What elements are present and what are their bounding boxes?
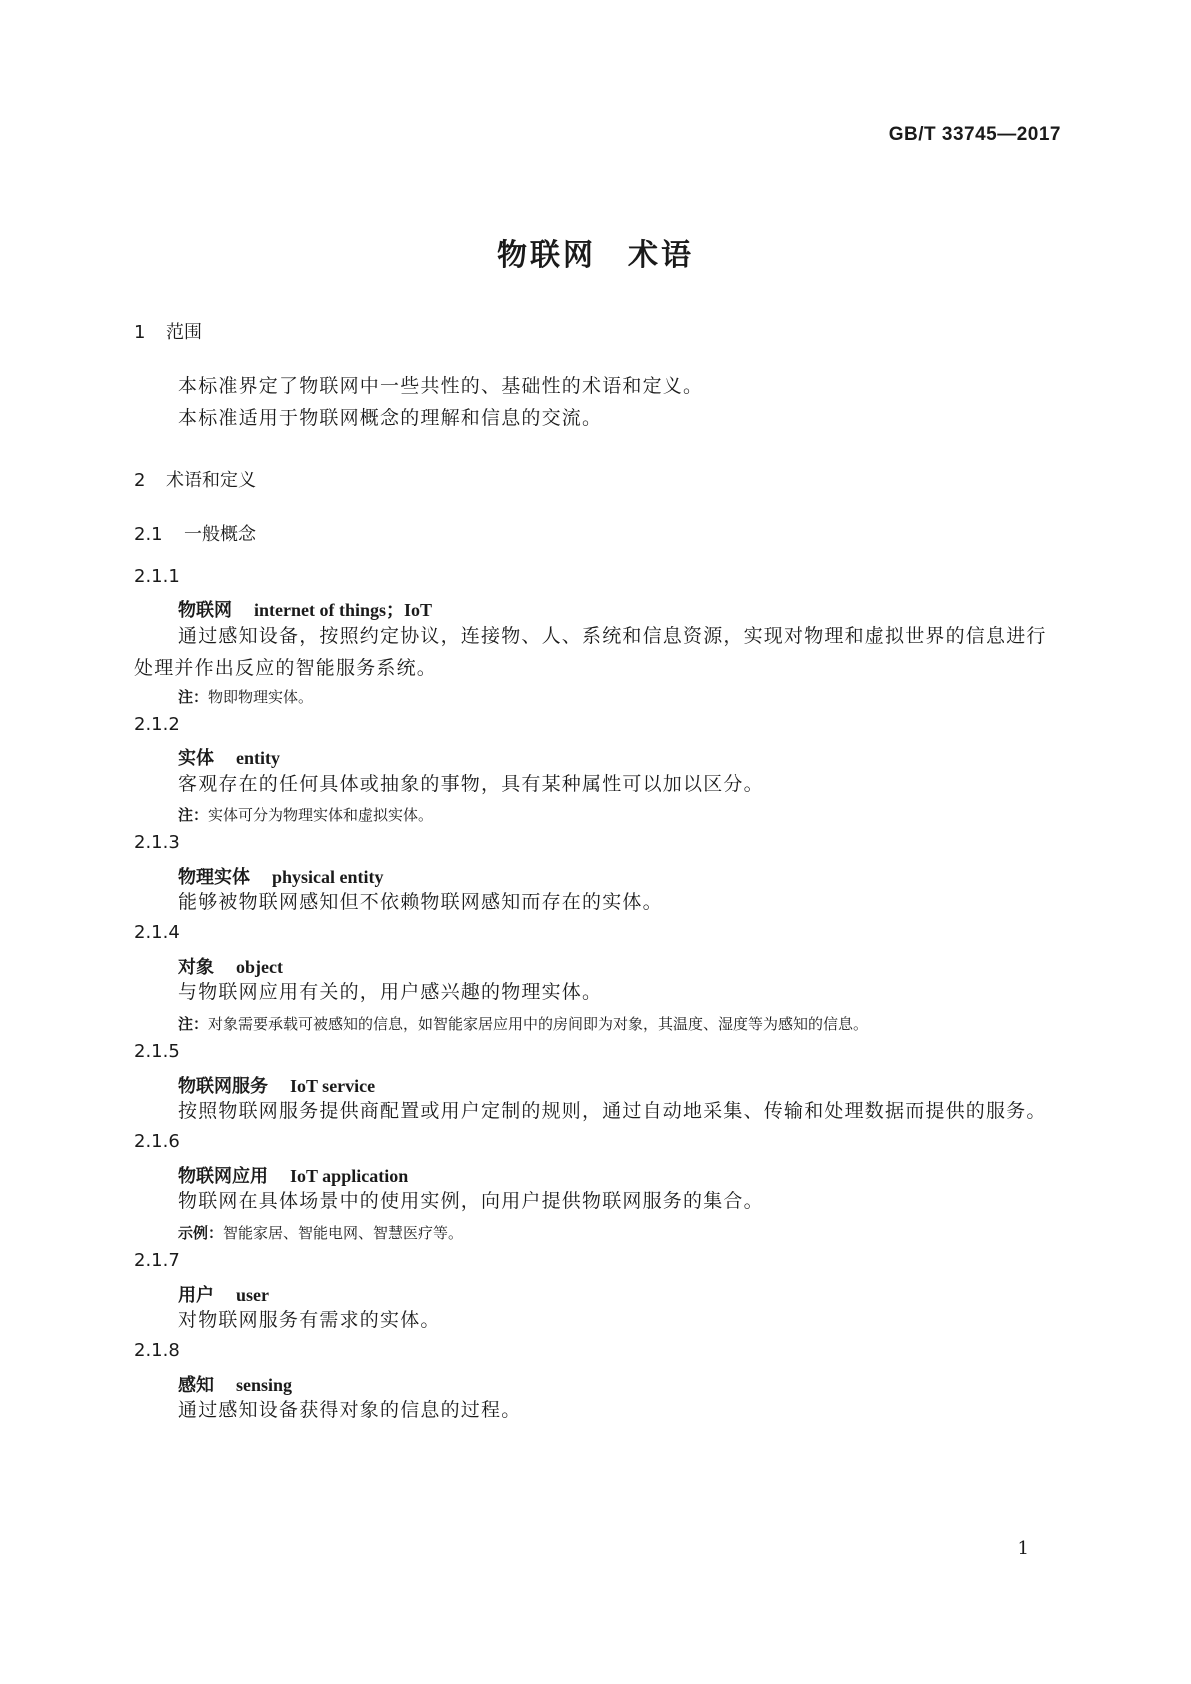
subsection-number: 2.1 bbox=[134, 524, 163, 545]
term-english: sensing bbox=[236, 1375, 293, 1395]
subsection-title: 一般概念 bbox=[184, 524, 256, 545]
term-english: object bbox=[236, 957, 283, 977]
term-english: physical entity bbox=[272, 867, 384, 887]
term-chinese: 物理实体 bbox=[178, 867, 250, 888]
scope-paragraph-1: 本标准界定了物联网中一些共性的、基础性的术语和定义。 bbox=[178, 375, 704, 397]
term-number: 2.1.5 bbox=[134, 1041, 180, 1062]
term-example bbox=[178, 1222, 463, 1243]
section-1-heading bbox=[134, 318, 202, 344]
term-chinese: 物联网 bbox=[178, 600, 232, 621]
term-chinese: 实体 bbox=[178, 748, 214, 769]
term-english: internet of things；IoT bbox=[254, 600, 433, 620]
term-number: 2.1.2 bbox=[134, 714, 180, 735]
term-heading bbox=[178, 744, 280, 770]
section-2-heading bbox=[134, 466, 256, 492]
note-label: 注： bbox=[178, 1015, 209, 1033]
term-note bbox=[178, 804, 433, 825]
term-number: 2.1.4 bbox=[134, 922, 180, 943]
section-title: 范围 bbox=[166, 322, 202, 343]
note-label: 注： bbox=[178, 688, 209, 706]
example-text: 智能家居、智能电网、智慧医疗等。 bbox=[223, 1224, 464, 1242]
term-definition: 对物联网服务有需求的实体。 bbox=[178, 1309, 441, 1331]
term-definition: 能够被物联网感知但不依赖物联网感知而存在的实体。 bbox=[178, 891, 663, 913]
term-note bbox=[178, 1013, 868, 1034]
term-number: 2.1.1 bbox=[134, 566, 180, 587]
document-title bbox=[0, 230, 1191, 274]
term-number: 2.1.8 bbox=[134, 1340, 180, 1361]
term-english: IoT service bbox=[290, 1076, 376, 1096]
scope-paragraph-2: 本标准适用于物联网概念的理解和信息的交流。 bbox=[178, 407, 603, 429]
term-chinese: 对象 bbox=[178, 957, 214, 978]
term-english: user bbox=[236, 1285, 269, 1305]
note-text: 对象需要承载可被感知的信息，如智能家居应用中的房间即为对象，其温度、湿度等为感知的信息。 bbox=[208, 1015, 869, 1033]
term-definition: 客观存在的任何具体或抽象的事物，具有某种属性可以加以区分。 bbox=[178, 773, 764, 795]
term-chinese: 物联网服务 bbox=[178, 1076, 268, 1097]
term-note bbox=[178, 686, 313, 707]
term-english: entity bbox=[236, 748, 280, 768]
term-definition: 通过感知设备，按照约定协议，连接物、人、系统和信息资源，实现对物理和虚拟世界的信息进行处理并作出反应的智能服务系统。 bbox=[134, 625, 1047, 679]
term-english: IoT application bbox=[290, 1166, 409, 1186]
example-label: 示例： bbox=[178, 1224, 224, 1242]
term-definition: 通过感知设备获得对象的信息的过程。 bbox=[178, 1399, 522, 1421]
page-number: 1 bbox=[1017, 1538, 1029, 1559]
term-chinese: 感知 bbox=[178, 1375, 214, 1396]
term-number: 2.1.6 bbox=[134, 1131, 180, 1152]
title-part-1: 物联网 bbox=[497, 238, 596, 273]
term-number: 2.1.3 bbox=[134, 832, 180, 853]
note-label: 注： bbox=[178, 806, 209, 824]
section-number: 2 bbox=[134, 470, 146, 491]
term-chinese: 用户 bbox=[178, 1285, 214, 1306]
term-definition: 与物联网应用有关的，用户感兴趣的物理实体。 bbox=[178, 981, 603, 1003]
note-text: 物即物理实体。 bbox=[208, 688, 314, 706]
subsection-heading bbox=[134, 520, 256, 546]
term-heading bbox=[178, 596, 432, 622]
section-title: 术语和定义 bbox=[166, 470, 256, 491]
term-definition: 按照物联网服务提供商配置或用户定制的规则，通过自动地采集、传输和处理数据而提供的服务。 bbox=[178, 1100, 1047, 1122]
term-definition: 物联网在具体场景中的使用实例，向用户提供物联网服务的集合。 bbox=[178, 1190, 764, 1212]
title-part-2: 术语 bbox=[628, 238, 694, 273]
section-number: 1 bbox=[134, 322, 146, 343]
standard-number: GB/T 33745—2017 bbox=[888, 124, 1061, 145]
term-number: 2.1.7 bbox=[134, 1250, 180, 1271]
term-chinese: 物联网应用 bbox=[178, 1166, 268, 1187]
note-text: 实体可分为物理实体和虚拟实体。 bbox=[208, 806, 434, 824]
